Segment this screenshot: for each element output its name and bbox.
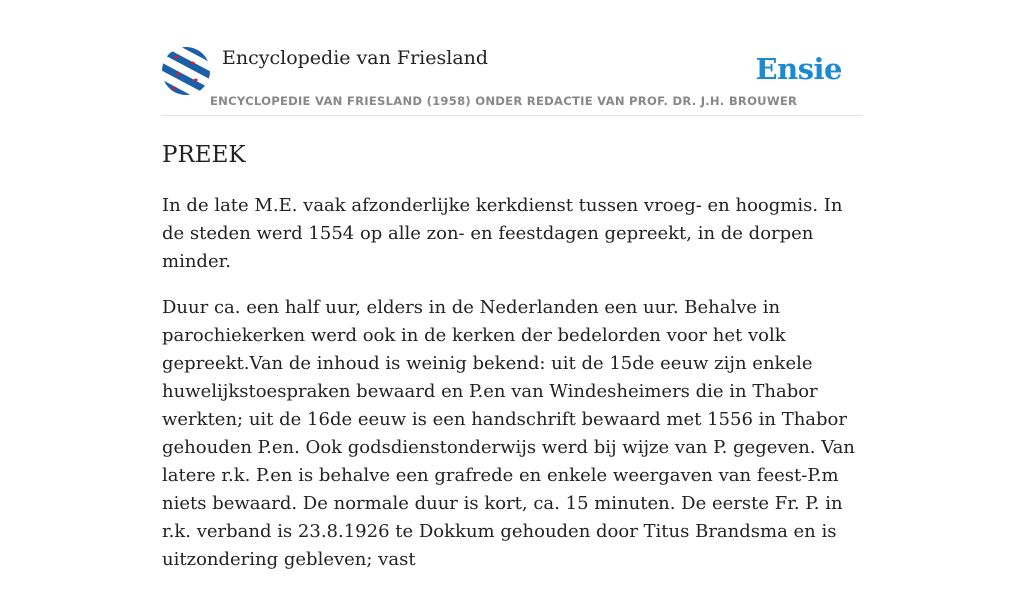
ensie-brand-logo[interactable]: Ensie — [755, 52, 842, 86]
header-divider — [162, 115, 862, 116]
article-paragraph: Duur ca. een half uur, elders in de Nederlanden een uur. Behalve in parochiekerken werd ook in de kerken der bedelorden voor het volk gepreekt.Van de inhoud is weinig bekend: uit de 15de eeuw zijn enkele huwelijkstoespraken bewaard en P.en van Windesheimers die in Thabor werkten; uit de 16de eeuw is een handschrift bewaard met 1556 in Thabor gehouden P.en. Ook godsdienstonderwijs werd bij wijze van P. gegeven. Van latere r.k. P.en is behalve een grafrede en enkele weergaven van feest-P.m niets bewaard. De normale duur is kort, ca. 15 minuten. De eerste Fr. P. in r.k. verband is 23.8.1926 te Dokkum gehouden door Titus Brandsma en is uitzondering gebleven; vast — [162, 297, 855, 570]
encyclopedia-subtitle: ENCYCLOPEDIE VAN FRIESLAND (1958) ONDER REDACTIE VAN PROF. DR. J.H. BROUWER — [210, 94, 798, 108]
article-paragraph: In de late M.E. vaak afzonderlijke kerkdienst tussen vroeg- en hoogmis. In de steden werd 1554 op alle zon- en feestdagen gepreekt, in de dorpen minder. — [162, 195, 843, 272]
frisian-flag-logo-icon[interactable] — [162, 47, 210, 95]
article-body — [162, 192, 867, 592]
article-title: PREEK — [162, 142, 246, 168]
site-title[interactable]: Encyclopedie van Friesland — [222, 47, 489, 69]
